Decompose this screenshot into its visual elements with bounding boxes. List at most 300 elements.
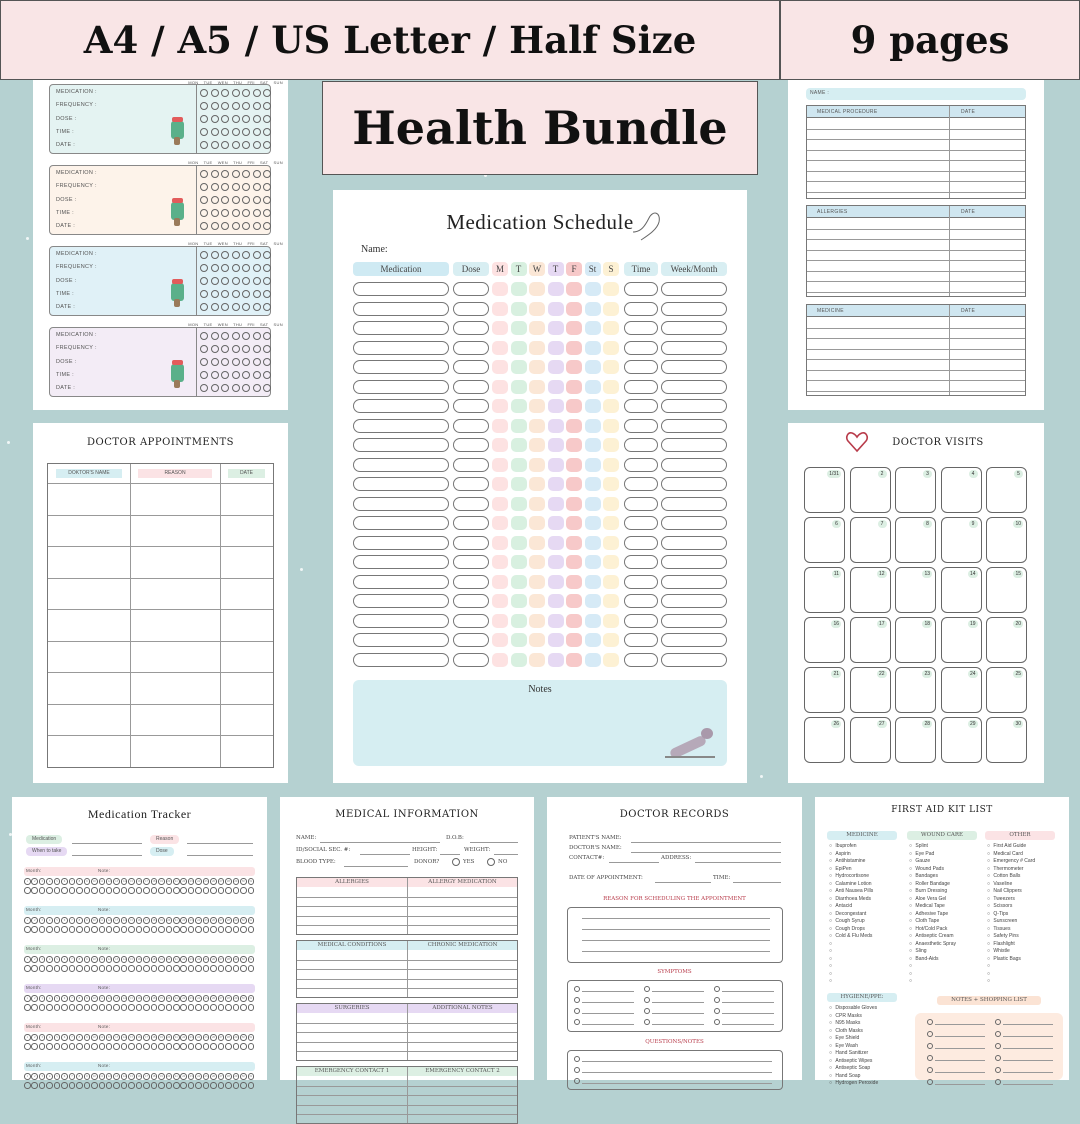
table-row-line — [48, 546, 273, 547]
medication-cell — [353, 614, 449, 628]
reason-line — [582, 951, 770, 952]
day-tracker-circle — [39, 1043, 46, 1050]
week-month-cell — [661, 419, 727, 433]
day-check-circle — [263, 196, 271, 204]
hygiene-item — [829, 1028, 909, 1036]
day-cell — [492, 614, 508, 628]
item-label: Anti Nausea Pills — [835, 888, 874, 894]
calendar-day-number: 7 — [878, 520, 887, 528]
day-check-circle — [211, 183, 219, 191]
day-tracker-circle — [180, 1082, 187, 1089]
first-aid-item — [987, 963, 1065, 971]
dose-cell — [453, 653, 489, 667]
time-cell — [624, 360, 658, 374]
day-cell — [548, 321, 564, 335]
week-month-cell — [661, 282, 727, 296]
dose-cell — [453, 360, 489, 374]
day-cell — [603, 419, 619, 433]
section-row-line — [297, 1032, 517, 1033]
day-tracker-circle — [91, 887, 98, 894]
checkbox-glyph: ○ — [909, 918, 914, 924]
day-cell — [585, 516, 601, 530]
hygiene-item — [829, 1065, 909, 1073]
first-aid-item — [987, 971, 1065, 979]
day-check-circle — [221, 384, 229, 392]
day-tracker-circle: 8 — [76, 878, 83, 885]
day-tracker-circle — [99, 1043, 106, 1050]
card-field-label: FREQUENCY : — [56, 183, 97, 190]
day-tracker-circle: 14 — [122, 1035, 126, 1039]
day-tracker-circle: 28 — [226, 996, 230, 1000]
day-check-circle — [263, 371, 271, 379]
card-field-label: MEDICATION : — [56, 251, 97, 257]
day-check-circle — [232, 345, 240, 353]
day-tracker-circle: 30 — [241, 996, 245, 1000]
day-tracker-circle — [180, 1043, 187, 1050]
day-tracker-circle — [128, 1082, 135, 1089]
day-cell — [603, 633, 619, 647]
item-label: Ibuprofen — [835, 843, 857, 849]
day-tracker-circle — [240, 1043, 247, 1050]
day-cell — [511, 458, 527, 472]
day-tracker-circle — [143, 1082, 150, 1089]
item-label: Nail Clippers — [993, 888, 1022, 894]
name-bar — [806, 88, 1026, 100]
day-check-circle — [253, 303, 261, 311]
section-row-line — [297, 988, 517, 989]
checkbox-glyph: ○ — [909, 948, 914, 954]
item-label: First Aid Guide — [993, 843, 1027, 849]
bottle-person — [174, 299, 180, 307]
day-tracker-circle: 23 — [189, 1035, 193, 1039]
day-tracker-circle: 4 — [46, 1073, 53, 1080]
day-tracker-circle: 22 — [182, 918, 186, 922]
first-aid-item — [829, 948, 907, 956]
day-cell — [492, 575, 508, 589]
calendar-day-number: 21 — [833, 671, 839, 677]
day-tracker-circle — [180, 1004, 187, 1011]
day-check-circle — [242, 332, 250, 340]
day-tracker-circle: 21 — [174, 1035, 178, 1039]
symptom-line — [582, 991, 634, 992]
day-cell — [585, 321, 601, 335]
item-label: Hydrogen Peroxide — [835, 1080, 879, 1086]
day-tracker-circle — [39, 887, 46, 894]
item-label: Medical Card — [993, 850, 1023, 857]
day-label: FRI — [247, 241, 255, 246]
week-month-cell — [661, 341, 727, 355]
day-tracker-circle: 25 — [204, 1035, 208, 1039]
first-aid-item — [909, 873, 987, 881]
calendar-day-number: 30 — [1015, 721, 1021, 727]
first-aid-item — [829, 971, 907, 979]
shopping-checkbox — [927, 1055, 933, 1061]
day-tracker-circle — [166, 926, 173, 933]
day-tracker-circle — [128, 887, 135, 894]
day-tracker-circle: 9 — [84, 956, 91, 963]
name-label: Name: — [361, 244, 388, 255]
day-check-circle — [253, 102, 261, 110]
section-header-right: ALLERGY MEDICATION — [408, 878, 517, 887]
first-aid-item — [909, 918, 987, 926]
day-check-circle — [200, 251, 208, 259]
day-check-circle — [263, 102, 271, 110]
week-month-cell — [661, 399, 727, 413]
dose-cell — [453, 516, 489, 530]
day-tracker-circle: 7 — [69, 995, 76, 1002]
table-header-left: MEDICAL PROCEDURE — [817, 109, 878, 115]
day-check-circle — [263, 89, 271, 97]
day-cell — [566, 438, 582, 452]
checkbox-glyph: ○ — [829, 1065, 834, 1071]
day-tracker-circle: 5 — [54, 878, 61, 885]
day-tracker-circle — [203, 965, 210, 972]
dose-cell — [453, 282, 489, 296]
symptom-line — [652, 1024, 704, 1025]
first-aid-item — [987, 941, 1065, 949]
reason-line — [582, 918, 770, 919]
medication-label: Medication — [26, 835, 62, 844]
calendar-day-number: 24 — [969, 671, 976, 677]
day-cell — [566, 555, 582, 569]
symptom-line — [652, 991, 704, 992]
day-cell — [511, 614, 527, 628]
medication-card — [49, 84, 271, 154]
day-tracker-circle: 16 — [137, 957, 141, 961]
day-tracker-circle — [136, 926, 143, 933]
day-tracker-circle: 3 — [39, 956, 46, 963]
day-cell — [529, 497, 545, 511]
item-label: Disposable Gloves — [835, 1005, 878, 1011]
day-tracker-circle: 14 — [122, 996, 126, 1000]
table-row-line — [48, 641, 273, 642]
day-tracker-circle — [210, 926, 217, 933]
day-check-circle — [211, 332, 219, 340]
day-cell — [492, 653, 508, 667]
day-check-circle — [232, 209, 240, 217]
symptoms-title: SYMPTOMS — [657, 969, 692, 975]
header-medication: Medication — [353, 262, 449, 276]
day-label: FRI — [247, 322, 255, 327]
dose-cell — [453, 614, 489, 628]
day-check-circle — [211, 196, 219, 204]
time-cell — [624, 282, 658, 296]
day-tracker-circle: 5 — [54, 995, 61, 1002]
day-cell — [585, 302, 601, 316]
day-tracker-circle: 3 — [39, 995, 46, 1002]
checkbox-glyph: ○ — [987, 865, 992, 872]
table-row-line — [807, 139, 1025, 140]
day-tracker-circle: 29 — [234, 879, 238, 883]
symptom-checkbox — [574, 1008, 580, 1014]
day-tracker-circle — [166, 1004, 173, 1011]
day-label: THU — [233, 80, 243, 85]
first-aid-item — [987, 933, 1065, 941]
checkbox-glyph: ○ — [987, 940, 992, 947]
checkbox-glyph: ○ — [987, 895, 992, 902]
checkbox-glyph: ○ — [909, 895, 914, 902]
medication-card — [49, 165, 271, 235]
day-check-circle — [253, 345, 261, 353]
medicine-bottle-illustration — [168, 358, 186, 388]
day-tracker-circle: 26 — [212, 879, 215, 883]
item-label: Cold & Flu Meds — [835, 933, 873, 939]
day-cell — [511, 516, 527, 530]
day-cell — [585, 399, 601, 413]
card-field-label: DATE : — [56, 385, 76, 392]
day-cell — [548, 594, 564, 608]
day-cell — [585, 360, 601, 374]
calendar-day-number: 8 — [923, 520, 932, 528]
day-cell — [548, 458, 564, 472]
day-label: WEN — [217, 80, 228, 85]
medicine-list — [829, 843, 907, 986]
question-checkbox — [574, 1056, 580, 1062]
day-check-circle — [200, 384, 208, 392]
day-cell — [511, 302, 527, 316]
table-row-line — [807, 129, 1025, 130]
day-tracker-circle: 10 — [92, 1074, 96, 1078]
day-tracker-circle — [69, 1043, 76, 1050]
first-aid-item — [829, 911, 907, 919]
medication-schedule-page — [333, 190, 747, 783]
medication-card — [49, 246, 271, 316]
medication-cell — [353, 653, 449, 667]
day-check-circle — [232, 277, 240, 285]
item-label: Decongestant — [835, 910, 867, 917]
item-label: Hand Sanitizer — [835, 1050, 869, 1056]
day-tracker-circle — [24, 1082, 31, 1089]
day-tracker-circle: 4 — [46, 878, 53, 885]
day-check-circle — [200, 141, 208, 149]
day-check-circle — [232, 290, 240, 298]
calendar-day-box — [850, 517, 891, 563]
day-tracker-circle: 11 — [100, 879, 104, 883]
day-label: THU — [233, 322, 243, 327]
day-cell — [529, 302, 545, 316]
day-check-circle — [263, 345, 271, 353]
item-label: Thermometer — [993, 865, 1024, 872]
day-tracker-circle — [188, 926, 195, 933]
day-tracker-circle: 5 — [54, 1034, 61, 1041]
day-cell — [566, 516, 582, 530]
day-tracker-circle — [218, 1004, 225, 1011]
card-field-label: DOSE : — [56, 358, 77, 365]
medication-cell — [353, 380, 449, 394]
day-tracker-circle — [233, 887, 240, 894]
day-label: TUE — [203, 322, 213, 327]
first-aid-item — [829, 881, 907, 889]
checkbox-glyph: ○ — [909, 865, 914, 872]
first-aid-item — [987, 881, 1065, 889]
day-cell — [492, 594, 508, 608]
day-check-circle — [211, 290, 219, 298]
time-cell — [624, 516, 658, 530]
checkbox-glyph: ○ — [829, 948, 833, 954]
first-aid-item — [909, 858, 987, 866]
day-label: TUE — [203, 241, 213, 246]
first-aid-item — [829, 843, 907, 851]
day-check-circle — [221, 222, 229, 230]
week-month-cell — [661, 516, 727, 530]
card-field-label: MEDICATION : — [56, 89, 97, 95]
week-month-cell — [661, 653, 727, 667]
first-aid-item — [987, 978, 1065, 986]
section-row-line — [297, 969, 517, 970]
day-tracker-circle: 25 — [204, 957, 208, 961]
day-cell — [529, 438, 545, 452]
day-cell — [548, 399, 564, 413]
day-check-circle — [253, 115, 261, 123]
procedure-table — [806, 205, 1026, 297]
time-cell — [624, 477, 658, 491]
day-tracker-circle: 17 — [144, 1035, 148, 1039]
checkbox-glyph: ○ — [829, 1050, 834, 1056]
shopping-checkbox — [927, 1019, 933, 1025]
day-cell — [529, 419, 545, 433]
dose-cell — [453, 536, 489, 550]
table-header-left: MEDICINE — [817, 308, 844, 314]
calendar-day-number: 18 — [924, 621, 930, 627]
day-check-circle — [242, 89, 250, 97]
item-label: Scissors — [993, 903, 1013, 909]
header-line — [48, 483, 273, 484]
card-field-label: FREQUENCY : — [56, 102, 97, 109]
checkbox-glyph: ○ — [829, 918, 834, 924]
day-check-circle — [221, 303, 229, 311]
day-check-circle — [232, 170, 240, 178]
day-tracker-circle: 15 — [130, 996, 134, 1000]
day-tracker-circle — [39, 1082, 46, 1089]
day-check-circle — [253, 196, 261, 204]
day-tracker-circle — [143, 926, 150, 933]
checkbox-glyph: ○ — [829, 843, 834, 849]
day-tracker-circle — [76, 887, 83, 894]
day-cell — [603, 575, 619, 589]
day-tracker-circle — [46, 926, 53, 933]
first-aid-item — [829, 903, 907, 911]
first-aid-item — [829, 888, 907, 896]
day-cell — [529, 321, 545, 335]
question-line — [582, 1061, 772, 1062]
name-field-label: NAME: — [296, 835, 317, 841]
day-tracker-circle: 10 — [92, 957, 96, 961]
symptom-checkbox — [644, 997, 650, 1003]
day-check-circle — [221, 277, 229, 285]
first-aid-item — [829, 918, 907, 926]
day-cell — [585, 614, 601, 628]
checkbox-glyph: ○ — [909, 933, 914, 939]
first-aid-item — [987, 866, 1065, 874]
day-tracker-circle: 14 — [122, 957, 126, 961]
header-day: F — [566, 262, 582, 276]
table-row-line — [48, 735, 273, 736]
week-month-cell — [661, 497, 727, 511]
day-tracker-circle — [248, 887, 255, 894]
day-tracker-circle — [173, 887, 180, 894]
day-check-circle — [253, 290, 261, 298]
item-label: Cough Syrup — [835, 918, 865, 924]
day-check-circle — [263, 222, 271, 230]
day-check-circle — [253, 251, 261, 259]
day-tracker-circle — [240, 887, 247, 894]
day-tracker-circle — [218, 926, 225, 933]
dose-cell — [453, 458, 489, 472]
sparkle-dot — [300, 568, 303, 571]
day-tracker-circle — [158, 1082, 165, 1089]
reason-box — [567, 907, 783, 963]
symptom-line — [582, 1024, 634, 1025]
day-cell — [529, 282, 545, 296]
day-tracker-circle: 30 — [241, 1035, 245, 1039]
item-label: Aloe Vera Gel — [915, 895, 947, 902]
day-tracker-circle: 18 — [152, 1074, 156, 1078]
day-tracker-circle: 17 — [144, 918, 148, 922]
day-tracker-circle: 10 — [92, 996, 96, 1000]
height-field-label: HEIGHT: — [412, 847, 438, 853]
day-tracker-circle: 12 — [107, 1035, 111, 1039]
day-check-circle — [232, 183, 240, 191]
day-tracker-circle: 7 — [69, 917, 76, 924]
day-tracker-circle — [106, 926, 113, 933]
day-cell — [529, 633, 545, 647]
day-cell — [585, 341, 601, 355]
day-tracker-circle — [106, 965, 113, 972]
day-tracker-circle: 31 — [249, 996, 253, 1000]
day-check-circle — [221, 371, 229, 379]
sparkle-dot — [760, 775, 763, 778]
day-cell — [603, 399, 619, 413]
day-tracker-circle: 6 — [61, 956, 68, 963]
day-check-circle — [221, 170, 229, 178]
checkbox-glyph: ○ — [829, 903, 834, 909]
day-tracker-circle: 10 — [92, 879, 96, 883]
day-tracker-circle — [143, 1043, 150, 1050]
card-field-label: DOSE : — [56, 196, 77, 203]
name-label: NAME : — [810, 90, 830, 96]
dose-cell — [453, 497, 489, 511]
day-tracker-circle — [24, 926, 31, 933]
day-cell — [603, 477, 619, 491]
day-tracker-circle — [233, 1043, 240, 1050]
day-check-circle — [211, 371, 219, 379]
first-aid-item — [909, 881, 987, 889]
day-tracker-circle — [136, 965, 143, 972]
month-label: Month: — [26, 1063, 42, 1068]
day-check-circle — [253, 183, 261, 191]
item-label: Eye Pad — [915, 850, 935, 857]
item-label: Cotton Balls — [993, 873, 1021, 879]
shopping-line — [935, 1084, 985, 1085]
day-check-circle — [232, 102, 240, 110]
day-cell — [585, 536, 601, 550]
checkbox-glyph: ○ — [909, 843, 914, 849]
day-check-circle — [200, 115, 208, 123]
day-cell — [548, 282, 564, 296]
day-check-circle — [232, 251, 240, 259]
header-day: M — [492, 262, 508, 276]
header-day: T — [548, 262, 564, 276]
checkbox-glyph: ○ — [909, 873, 914, 879]
item-label: Hydrocortisone — [835, 873, 870, 879]
week-month-cell — [661, 614, 727, 628]
card-divider — [196, 85, 197, 153]
day-tracker-circle — [31, 887, 38, 894]
day-label: SAT — [259, 322, 269, 327]
day-label: WEN — [217, 322, 228, 327]
item-label: Medical Tape — [915, 903, 945, 909]
day-tracker-circle — [248, 1082, 255, 1089]
